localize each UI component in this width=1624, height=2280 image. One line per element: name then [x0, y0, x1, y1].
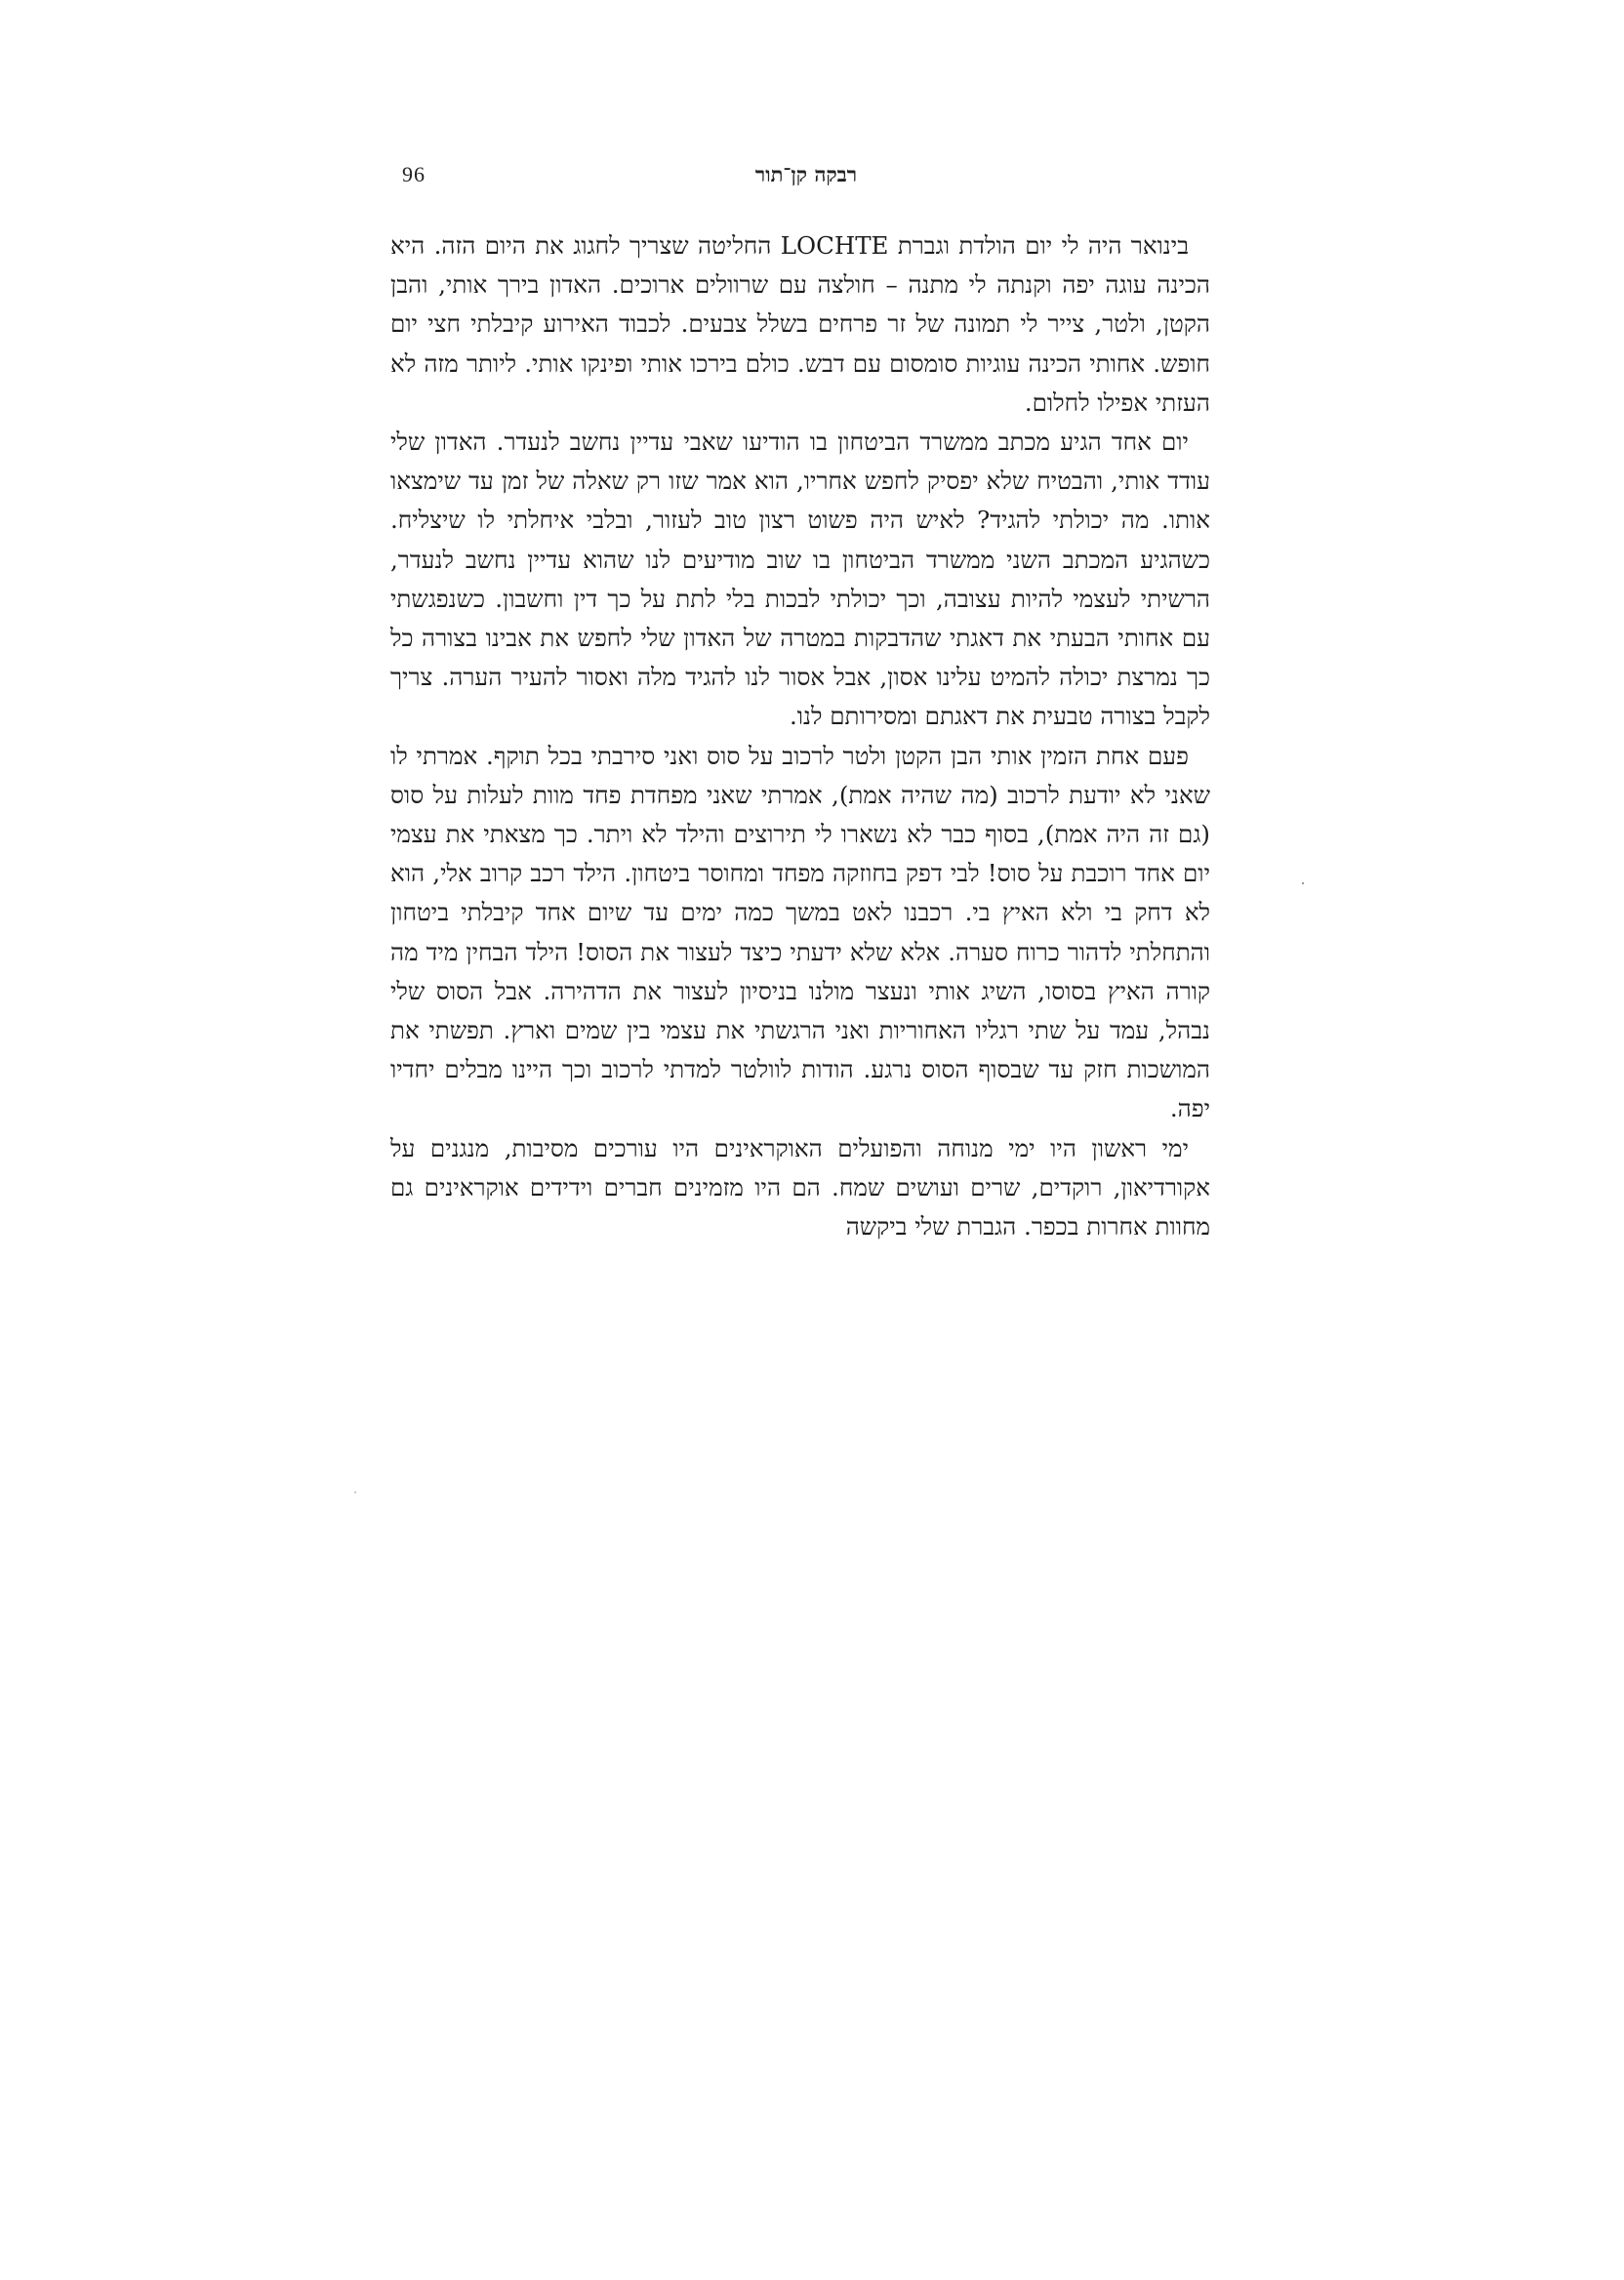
running-head [390, 162, 1210, 201]
scan-speck [354, 1491, 356, 1493]
body-text [390, 226, 1210, 1246]
paragraph-birthday: בינואר היה לי יום הולדת וגברת LOCHTE החליטה שצריך לחגוג את היום הזה. היא הכינה עוגה יפה וקנתה לי מתנה – חולצה עם שרוולים ארוכים. האדון בירך אותי, והבן הקטן, ולטר, צייר לי תמונה של זר פרחים בשלל צבעים. לכבוד האירוע קיבלתי חצי יום חופש. אחותי הכינה עוגיות סומסום עם דבש. כולם בירכו אותי ופינקו אותי. ליותר מזה לא העזתי אפילו לחלום. [390, 231, 1210, 417]
scan-speck [1302, 882, 1304, 884]
page-number: 96 [402, 162, 426, 186]
paragraph-letter: יום אחד הגיע מכתב ממשרד הביטחון בו הודיעו שאבי עדיין נחשב לנעדר. האדון שלי עודד אותי, והבטיח שלא יפסיק לחפש אחריו, הוא אמר שזו רק שאלה של זמן עד שימצאו אותו. מה יכולתי להגיד? לאיש היה פשוט רצון טוב לעזור, ובלבי איחלתי לו שיצליח. כשהגיע המכתב השני ממשרד הביטחון בו שוב מודיעים לנו שהוא עדיין נחשב לנעדר, הרשיתי לעצמי להיות עצובה, וכך יכולתי לבכות בלי לתת על כך דין וחשבון. כשנפגשתי עם אחותי הבעתי את דאגתי שהדבקות במטרה של האדון שלי לחפש את אבינו בצורה כל כך נמרצת יכולה להמיט עלינו אסון, אבל אסור לנו להגיד מלה ואסור להעיר הערה. צריך לקבל בצורה טבעית את דאגתם ומסירותם לנו. [390, 428, 1210, 731]
paragraph-horse-riding: פעם אחת הזמין אותי הבן הקטן ולטר לרכוב על סוס ואני סירבתי בכל תוקף. אמרתי לו שאני לא יודעת לרכוב (מה שהיה אמת), אמרתי שאני מפחדת פחד מוות לעלות על סוס (גם זה היה אמת), בסוף כבר לא נשארו לי תירוצים והילד לא ויתר. כך מצאתי את עצמי יום אחד רוכבת על סוס! לבי דפק בחוזקה מפחד ומחוסר ביטחון. הילד רכב קרוב אלי, הוא לא דחק בי ולא האיץ בי. רכבנו לאט במשך כמה ימים עד שיום אחד קיבלתי ביטחון והתחלתי לדהור כרוח סערה. אלא שלא ידעתי כיצד לעצור את הסוס! הילד הבחין מיד מה קורה האיץ בסוסו, השיג אותי ונעצר מולנו בניסיון לעצור את הדהירה. אבל הסוס שלי נבהל, עמד על שתי רגליו האחוריות ואני הרגשתי את עצמי בין שמים וארץ. תפשתי את המושכות חזק עד שבסוף הסוס נרגע. הודות לוולטר למדתי לרכוב וכך היינו מבלים יחדיו יפה. [390, 741, 1210, 1123]
running-title: רבקה קן־תור [754, 162, 858, 186]
paragraph-sundays: ימי ראשון היו ימי מנוחה והפועלים האוקראינים היו עורכים מסיבות, מנגנים על אקורדיאון, רוקדים, שרים ועושים שמח. הם היו מזמינים חברים וידידים אוקראינים גם מחוות אחרות בכפר. הגברת שלי ביקשה [390, 1133, 1210, 1242]
